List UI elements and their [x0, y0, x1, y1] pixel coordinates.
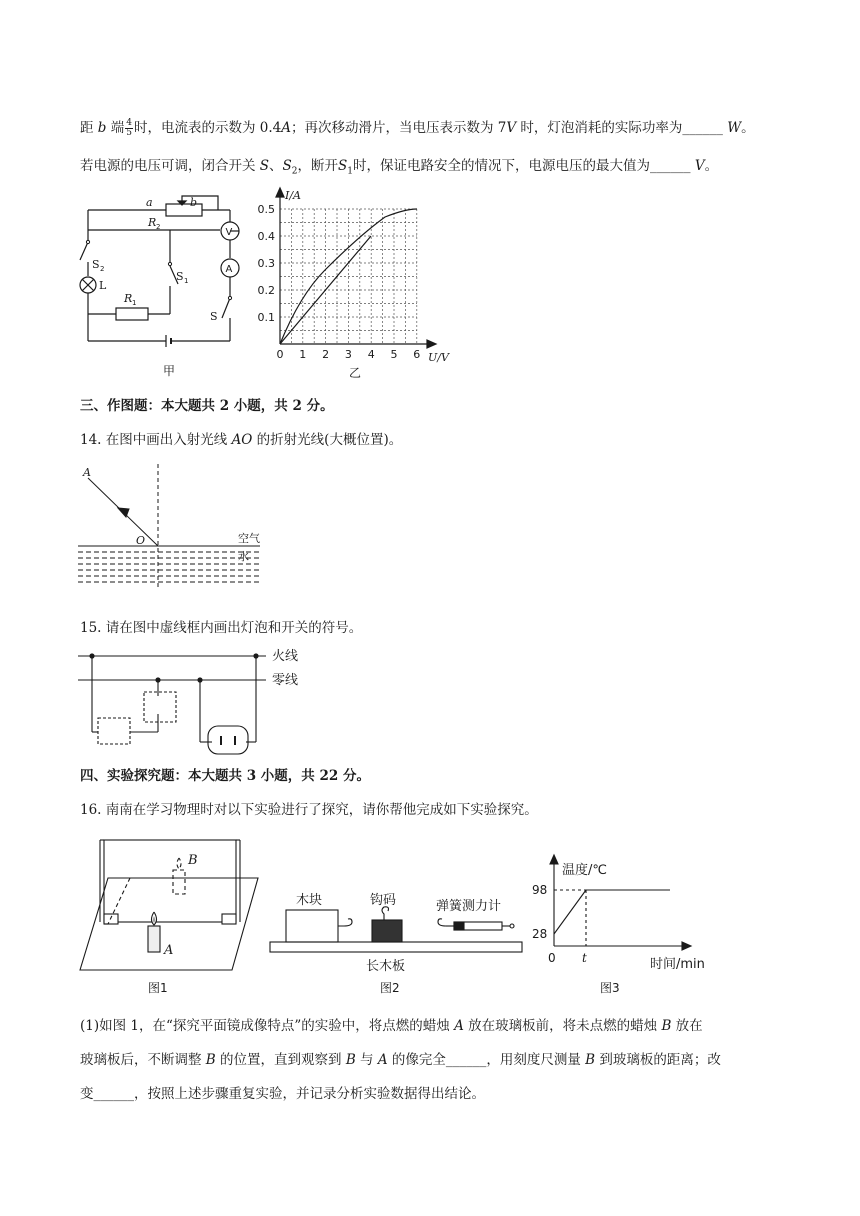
text: 的折射光线(大概位置)。 — [252, 432, 403, 448]
text: 玻璃板后，不断调整 — [80, 1052, 206, 1068]
q14-text — [80, 430, 402, 450]
label-S1: S — [176, 270, 184, 283]
text: 的位置，直到观察到 — [215, 1052, 346, 1068]
caption-fig3: 图3 — [600, 981, 620, 995]
voltmeter-label: V — [225, 227, 233, 238]
text: ，断开 — [297, 158, 339, 174]
var-A: A — [377, 1052, 388, 1068]
unit-V: V — [506, 120, 517, 136]
circuit-diagram-jia — [70, 188, 250, 380]
y-tick: 0.2 — [257, 284, 275, 297]
friction-experiment-figure — [266, 870, 526, 1000]
x-tick: 1 — [299, 348, 307, 361]
text: 距 — [80, 120, 98, 136]
label-A: A — [164, 943, 174, 958]
label-R2: R — [148, 216, 157, 229]
var-AO: AO — [231, 432, 253, 448]
unit-A: A — [281, 120, 291, 136]
subscript: 2 — [291, 166, 298, 177]
q13-line2 — [80, 156, 718, 182]
label-S1-sub: 1 — [184, 277, 189, 285]
label-O: O — [136, 534, 146, 547]
y-tick-98: 98 — [532, 883, 548, 897]
q16-text: 16. 南南在学习物理时对以下实验进行了探究，请你帮他完成如下实验探究。 — [80, 802, 538, 818]
text: (1)如图 1，在“探究平面镜成像特点”的实验中，将点燃的蜡烛 — [80, 1018, 455, 1034]
var-A: A — [454, 1018, 464, 1034]
text: 。 — [741, 120, 755, 136]
label-b: b — [190, 196, 198, 209]
q16-sub1-line2 — [80, 1050, 721, 1070]
x-tick: 6 — [413, 348, 421, 361]
var-S1: S — [338, 158, 348, 174]
fraction-numerator: 4 — [126, 118, 132, 128]
label-air: 空气 — [238, 532, 260, 545]
fraction-4-5 — [125, 119, 133, 138]
var-S2: S — [282, 158, 292, 174]
unit-V: V — [694, 158, 705, 174]
label-water: 水 — [238, 550, 249, 563]
var-B: B — [661, 1018, 672, 1034]
y-tick: 0.1 — [257, 311, 275, 324]
plane-mirror-figure — [78, 836, 264, 1000]
text: 放在 — [671, 1018, 703, 1034]
x-tick: 4 — [367, 348, 375, 361]
caption-jia: 甲 — [163, 364, 176, 378]
text: 14. 在图中画出入射光线 — [80, 432, 232, 448]
label-a: a — [146, 196, 153, 209]
var-b: b — [97, 120, 107, 136]
ammeter-label: A — [225, 264, 233, 275]
y-axis-label: 温度/℃ — [562, 863, 607, 878]
y-tick-28: 28 — [532, 927, 548, 941]
q15-text: 15. 请在图中虚线框内画出灯泡和开关的符号。 — [80, 620, 363, 636]
y-axis-label: I/A — [285, 189, 301, 202]
label-live-wire: 火线 — [272, 649, 299, 664]
text: ；再次移动滑片，当电压表示数为 7 — [291, 120, 507, 136]
text: 的像完全______，用刻度尺测量 — [387, 1052, 586, 1068]
text: 端 — [106, 120, 125, 136]
x-tick-0: 0 — [548, 951, 556, 965]
text: 时，保证电路安全的情况下，电源电压的最大值为______ — [353, 158, 695, 174]
x-axis-label: 时间/min — [650, 957, 705, 972]
caption-fig2: 图2 — [380, 981, 400, 995]
var-S: S — [259, 158, 270, 174]
text: 时，电流表的示数为 0.4 — [133, 120, 282, 136]
var-B: B — [345, 1052, 356, 1068]
caption-yi: 乙 — [349, 366, 362, 380]
var-B: B — [205, 1052, 216, 1068]
x-axis-label: U/V — [428, 351, 449, 364]
text: 与 — [355, 1052, 378, 1068]
caption-fig1: 图1 — [148, 981, 168, 995]
text: 。 — [704, 158, 719, 174]
x-tick: 2 — [322, 348, 330, 361]
text: 放在玻璃板前，将未点燃的蜡烛 — [463, 1018, 662, 1034]
x-tick: 0 — [276, 348, 284, 361]
y-tick: 0.4 — [257, 230, 275, 243]
y-tick: 0.3 — [257, 257, 275, 270]
fraction-denominator: 5 — [126, 128, 132, 138]
label-R2-sub: 2 — [156, 223, 161, 231]
label-R1-sub: 1 — [132, 299, 137, 307]
text: 到玻璃板的距离；改 — [595, 1052, 721, 1068]
label-S2: S — [92, 258, 100, 271]
label-A: A — [83, 466, 91, 479]
subscript: 1 — [347, 166, 354, 177]
label-S2-sub: 2 — [100, 265, 105, 273]
text: 时，灯泡消耗的实际功率为______ — [516, 120, 728, 136]
q13-line1 — [80, 118, 755, 138]
var-B: B — [585, 1052, 596, 1068]
text: 若电源的电压可调，闭合开关 — [80, 158, 260, 174]
x-tick: 5 — [390, 348, 398, 361]
label-wooden-block: 木块 — [296, 893, 323, 908]
label-L: L — [99, 279, 107, 292]
refraction-diagram — [78, 462, 278, 592]
label-hook-weight: 钩码 — [370, 893, 397, 908]
label-spring-scale: 弹簧测力计 — [436, 899, 502, 914]
x-tick: 3 — [344, 348, 352, 361]
section-4-title: 四、实验探究题：本大题共 3 小题，共 22 分。 — [80, 768, 370, 784]
text: 、 — [269, 158, 283, 174]
q16-sub1-line1 — [80, 1016, 703, 1036]
y-tick: 0.5 — [257, 203, 275, 216]
temperature-time-graph — [520, 852, 740, 1000]
unit-W: W — [727, 120, 742, 136]
label-R1: R — [124, 292, 133, 305]
q16-sub1-line3: 变______，按照上述步骤重复实验，并记录分析实验数据得出结论。 — [80, 1086, 485, 1102]
label-B: B — [188, 853, 198, 868]
label-neutral-wire: 零线 — [272, 673, 299, 688]
label-S: S — [210, 310, 218, 323]
label-long-board: 长木板 — [366, 959, 406, 974]
household-circuit-diagram — [78, 646, 318, 756]
section-3-title: 三、作图题：本大题共 2 小题，共 2 分。 — [80, 398, 334, 414]
iu-graph-yi — [255, 185, 465, 383]
x-tick-t: t — [582, 951, 587, 965]
